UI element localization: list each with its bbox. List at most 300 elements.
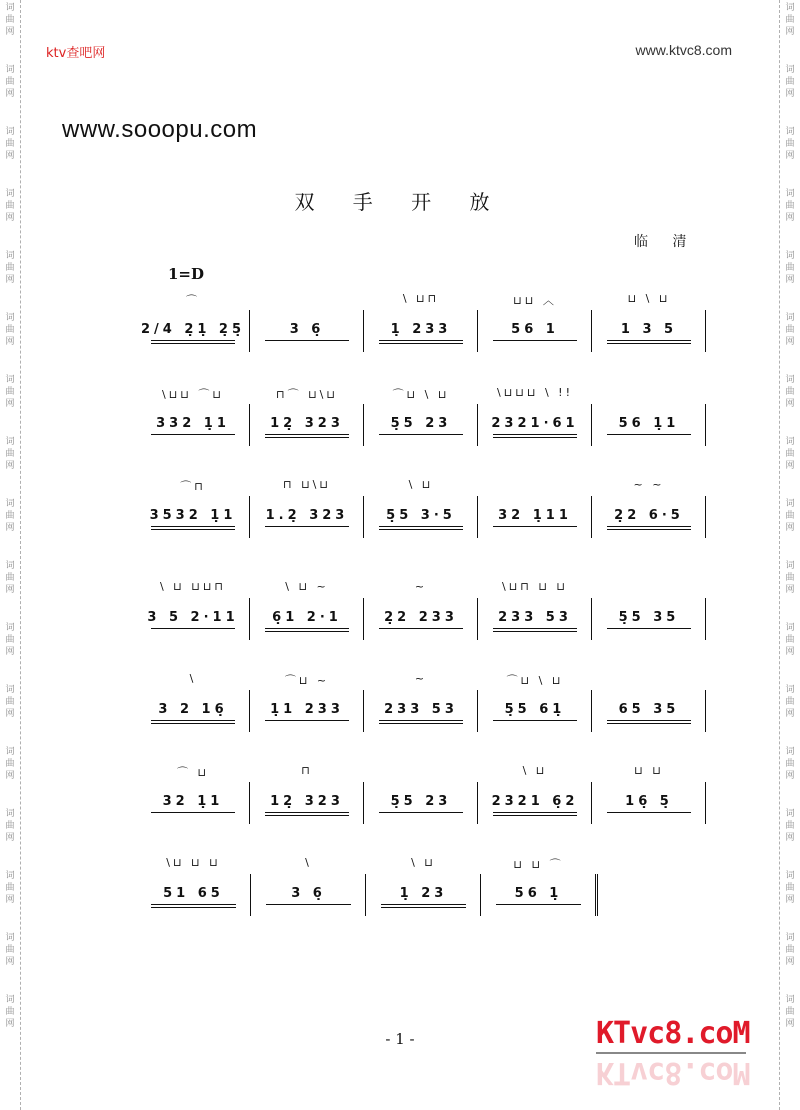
note-group: 5̣5 23 xyxy=(390,416,452,431)
measure xyxy=(254,386,360,450)
beam-line xyxy=(493,340,578,341)
bowing-marks: \ xyxy=(189,672,197,685)
bowing-marks: ⊓⌒ ⊔\⊔ xyxy=(276,388,338,401)
barline xyxy=(705,404,706,446)
beam-line xyxy=(493,815,578,816)
score-row xyxy=(136,672,706,742)
beam-line xyxy=(607,343,692,344)
border-glyph: 词 xyxy=(785,499,795,509)
beam-line xyxy=(607,434,692,435)
border-glyph: 词 xyxy=(5,685,15,695)
barline xyxy=(705,496,706,538)
measure xyxy=(485,856,592,920)
barline xyxy=(477,598,478,640)
border-glyph: 曲 xyxy=(785,635,795,645)
site-logo[interactable] xyxy=(596,1016,750,1090)
measure xyxy=(482,672,588,736)
beam-line xyxy=(265,812,350,813)
border-glyph: 网 xyxy=(5,585,15,595)
border-glyph: 曲 xyxy=(785,1007,795,1017)
border-glyph: 曲 xyxy=(5,263,15,273)
border-glyph: 网 xyxy=(5,213,15,223)
barline xyxy=(363,310,364,352)
barline xyxy=(249,690,250,732)
border-glyph: 词 xyxy=(5,437,15,447)
note-group: 2/4 2̣1̣ 2̣5̣ xyxy=(140,322,246,337)
border-glyph: 曲 xyxy=(785,77,795,87)
bowing-marks: \ ⊔⊓ xyxy=(402,292,440,305)
measure xyxy=(140,764,246,828)
border-glyph: 词 xyxy=(5,499,15,509)
beam-line xyxy=(265,628,350,629)
barline xyxy=(250,874,251,916)
barline xyxy=(591,598,592,640)
border-glyph: 词 xyxy=(5,809,15,819)
beam-line xyxy=(265,434,350,435)
border-glyph: 网 xyxy=(5,151,15,161)
beam-line xyxy=(607,723,692,724)
beam-line xyxy=(379,529,464,530)
border-glyph: 网 xyxy=(785,151,795,161)
barline xyxy=(591,496,592,538)
beam-line xyxy=(493,812,578,813)
border-glyph: 网 xyxy=(5,337,15,347)
border-glyph: 词 xyxy=(5,995,15,1005)
border-glyph: 词 xyxy=(785,809,795,819)
song-title: 双 手 开 放 xyxy=(294,190,506,214)
border-glyph: 网 xyxy=(5,895,15,905)
border-glyph: 网 xyxy=(785,957,795,967)
border-glyph: 词 xyxy=(5,189,15,199)
border-glyph: 网 xyxy=(5,957,15,967)
border-glyph: 曲 xyxy=(785,449,795,459)
note-group: 2321 6̣2 xyxy=(491,794,579,809)
beam-line xyxy=(151,343,236,344)
border-glyph: 网 xyxy=(785,337,795,347)
note-group: 65 35 xyxy=(618,702,680,717)
watermark-url: www.sooopu.com xyxy=(62,116,258,143)
beam-line xyxy=(151,340,236,341)
barline xyxy=(249,782,250,824)
beam-line xyxy=(493,720,578,721)
beam-line xyxy=(151,526,236,527)
beam-line xyxy=(493,437,578,438)
beam-line xyxy=(379,812,464,813)
border-glyph: 曲 xyxy=(785,821,795,831)
measure xyxy=(254,672,360,736)
border-glyph: 词 xyxy=(5,933,15,943)
border-glyph: 曲 xyxy=(5,1007,15,1017)
border-glyph: 曲 xyxy=(5,387,15,397)
border-glyph: 网 xyxy=(785,89,795,99)
note-group: 1.2̣ 323 xyxy=(265,508,349,523)
border-glyph: 曲 xyxy=(5,697,15,707)
border-glyph: 网 xyxy=(785,27,795,37)
border-glyph: 网 xyxy=(785,213,795,223)
border-glyph: 词 xyxy=(5,747,15,757)
barline xyxy=(477,496,478,538)
barline xyxy=(477,404,478,446)
measure xyxy=(140,672,246,736)
beam-line xyxy=(379,526,464,527)
border-glyph: 网 xyxy=(5,399,15,409)
bowing-marks: \ xyxy=(305,856,312,869)
border-glyph: 网 xyxy=(785,895,795,905)
site-name-left[interactable]: ktv查吧网 xyxy=(46,46,106,61)
border-glyph: 网 xyxy=(5,771,15,781)
beam-line xyxy=(151,904,237,905)
border-glyph: 词 xyxy=(5,313,15,323)
barline xyxy=(249,496,250,538)
measure xyxy=(254,478,360,542)
border-glyph: 曲 xyxy=(785,201,795,211)
border-glyph: 曲 xyxy=(5,635,15,645)
border-glyph: 词 xyxy=(785,127,795,137)
note-group: 1̣ 233 xyxy=(390,322,452,337)
measure xyxy=(482,478,588,542)
border-glyph: 词 xyxy=(5,251,15,261)
note-group: 1 3 5 xyxy=(620,322,678,337)
border-glyph: 网 xyxy=(5,27,15,37)
note-group: 5̣5 35 xyxy=(618,610,680,625)
measure xyxy=(368,764,474,828)
border-glyph: 曲 xyxy=(5,511,15,521)
page-number: - 1 - xyxy=(385,1030,415,1048)
note-group: 233 53 xyxy=(384,702,458,717)
bowing-marks: \⊔⊔⊔ \ !! xyxy=(497,386,573,399)
border-glyph: 词 xyxy=(785,685,795,695)
barline xyxy=(363,598,364,640)
measure xyxy=(140,856,247,920)
border-glyph: 曲 xyxy=(785,387,795,397)
bowing-marks: ⌒ ⊔ xyxy=(176,766,210,779)
measure xyxy=(140,386,246,450)
border-glyph: 网 xyxy=(785,709,795,719)
bowing-marks: ⌒ xyxy=(186,294,200,307)
border-glyph: 词 xyxy=(785,747,795,757)
site-url-right[interactable]: www.ktvc8.com xyxy=(635,42,732,58)
border-glyph: 词 xyxy=(785,3,795,13)
beam-line xyxy=(379,720,464,721)
logo-text: KTvc8.coM xyxy=(596,1016,750,1051)
measure xyxy=(368,386,474,450)
border-glyph: 网 xyxy=(785,771,795,781)
measure xyxy=(596,292,702,356)
border-glyph: 网 xyxy=(5,523,15,533)
measure xyxy=(482,386,588,450)
border-glyph: 曲 xyxy=(785,325,795,335)
border-glyph: 词 xyxy=(5,127,15,137)
barline xyxy=(591,690,592,732)
beam-line xyxy=(607,340,692,341)
measure xyxy=(140,292,246,356)
border-glyph: 词 xyxy=(785,313,795,323)
score-row xyxy=(136,478,706,548)
beam-line xyxy=(151,720,236,721)
note-group: 2321·61 xyxy=(491,416,579,431)
beam-line xyxy=(265,437,350,438)
beam-line xyxy=(379,723,464,724)
note-group: 2̣2 6·5 xyxy=(614,508,684,523)
note-group: 1̣ 23 xyxy=(399,886,448,901)
bowing-marks: ~ xyxy=(414,672,428,685)
beam-line xyxy=(607,812,692,813)
barline xyxy=(480,874,481,916)
barline xyxy=(705,310,706,352)
border-glyph: 词 xyxy=(785,375,795,385)
beam-line xyxy=(265,340,350,341)
measure xyxy=(482,764,588,828)
beam-line xyxy=(381,904,467,905)
border-glyph: 网 xyxy=(785,585,795,595)
border-glyph: 词 xyxy=(785,189,795,199)
beam-line xyxy=(493,631,578,632)
measure xyxy=(254,764,360,828)
border-glyph: 网 xyxy=(785,523,795,533)
measure xyxy=(368,292,474,356)
score-row xyxy=(136,386,706,456)
note-group: 16̣ 5̣ xyxy=(625,794,673,809)
beam-line xyxy=(493,434,578,435)
barline xyxy=(591,310,592,352)
border-glyph: 曲 xyxy=(5,139,15,149)
barline xyxy=(477,310,478,352)
barline xyxy=(477,690,478,732)
beam-line xyxy=(151,628,236,629)
measure xyxy=(596,764,702,828)
bowing-marks: ⌒⊓ xyxy=(180,480,206,493)
border-glyph: 词 xyxy=(785,871,795,881)
bowing-marks: \⊔ ⊔ ⊔ xyxy=(166,856,221,869)
border-glyph: 曲 xyxy=(785,511,795,521)
bowing-marks: ~ xyxy=(414,580,428,593)
measure xyxy=(596,580,702,644)
border-glyph: 词 xyxy=(785,437,795,447)
barline xyxy=(249,310,250,352)
barline xyxy=(705,598,706,640)
bowing-marks: \ ⊔ ⊔⊔⊓ xyxy=(159,580,227,593)
border-glyph: 曲 xyxy=(785,759,795,769)
border-glyph: 网 xyxy=(5,275,15,285)
note-group: 6̣1 2·1 xyxy=(272,610,342,625)
barline xyxy=(249,598,250,640)
barline xyxy=(363,782,364,824)
note-group: 12̣ 323 xyxy=(270,416,344,431)
border-glyph: 词 xyxy=(785,251,795,261)
border-glyph: 词 xyxy=(785,995,795,1005)
border-glyph: 曲 xyxy=(5,883,15,893)
measure xyxy=(596,672,702,736)
border-glyph: 曲 xyxy=(5,449,15,459)
final-barline xyxy=(595,874,601,916)
bowing-marks: ~ ~ xyxy=(633,478,665,491)
note-group: 56 1̣1 xyxy=(618,416,680,431)
note-group: 3 5 2·11 xyxy=(147,610,239,625)
measure xyxy=(482,580,588,644)
border-glyph: 词 xyxy=(5,375,15,385)
measure xyxy=(596,478,702,542)
beam-line xyxy=(607,529,692,530)
border-glyph: 词 xyxy=(785,65,795,75)
beam-line xyxy=(266,904,352,905)
bowing-marks: \ ⊔ xyxy=(408,478,434,491)
bowing-marks: \⊔⊔ ⌒⊔ xyxy=(162,388,224,401)
border-glyph: 网 xyxy=(5,833,15,843)
border-glyph: 曲 xyxy=(785,139,795,149)
border-glyph: 曲 xyxy=(5,759,15,769)
logo-reflection: KTvc8.coM xyxy=(596,1055,750,1090)
border-glyph: 曲 xyxy=(5,945,15,955)
measure xyxy=(140,478,246,542)
bowing-marks: ⊔⊔ ︿ xyxy=(513,294,557,307)
border-glyph: 词 xyxy=(785,561,795,571)
barline xyxy=(591,782,592,824)
beam-line xyxy=(493,628,578,629)
border-glyph: 词 xyxy=(5,871,15,881)
beam-line xyxy=(607,526,692,527)
note-group: 233 53 xyxy=(498,610,572,625)
barline xyxy=(363,690,364,732)
bowing-marks: ⊔ ⊔ xyxy=(634,764,664,777)
bowing-marks: ⌒⊔ \ ⊔ xyxy=(392,388,450,401)
barline xyxy=(591,404,592,446)
beam-line xyxy=(607,720,692,721)
beam-line xyxy=(496,904,582,905)
note-group: 3532 1̣1 xyxy=(149,508,237,523)
border-glyph: 网 xyxy=(785,399,795,409)
barline xyxy=(363,496,364,538)
border-glyph: 曲 xyxy=(785,263,795,273)
note-group: 332 1̣1 xyxy=(156,416,230,431)
bowing-marks: ⌒⊔ \ ⊔ xyxy=(506,674,564,687)
barline xyxy=(705,782,706,824)
bowing-marks: ⊔ ⊔ ⌒ xyxy=(513,858,564,871)
border-glyph: 曲 xyxy=(5,573,15,583)
border-glyph: 曲 xyxy=(5,201,15,211)
border-glyph: 网 xyxy=(5,647,15,657)
barline xyxy=(249,404,250,446)
border-glyph: 网 xyxy=(5,461,15,471)
beam-line xyxy=(265,631,350,632)
border-glyph: 曲 xyxy=(785,883,795,893)
measure xyxy=(254,580,360,644)
barline xyxy=(705,690,706,732)
bowing-marks: ⊓ ⊔\⊔ xyxy=(283,478,331,491)
border-glyph: 曲 xyxy=(785,15,795,25)
beam-line xyxy=(265,526,350,527)
measure xyxy=(482,292,588,356)
bowing-marks: \⊔⊓ ⊔ ⊔ xyxy=(501,580,569,593)
border-glyph: 词 xyxy=(5,3,15,13)
measure xyxy=(368,478,474,542)
note-group: 3 6̣ xyxy=(291,886,326,901)
bowing-marks: \ ⊔ xyxy=(522,764,548,777)
bowing-marks: ⊔ \ ⊔ xyxy=(627,292,671,305)
note-group: 3 6̣ xyxy=(289,322,325,337)
bowing-marks: ⊓ xyxy=(301,764,313,777)
border-glyph: 词 xyxy=(785,623,795,633)
beam-line xyxy=(151,723,236,724)
measure xyxy=(140,580,246,644)
score-row xyxy=(136,292,706,362)
note-group: 5̣5 3·5 xyxy=(386,508,456,523)
beam-line xyxy=(607,628,692,629)
border-glyph: 网 xyxy=(785,833,795,843)
beam-line xyxy=(493,526,578,527)
beam-line xyxy=(151,812,236,813)
border-glyph: 网 xyxy=(5,89,15,99)
measure xyxy=(368,580,474,644)
measure xyxy=(368,672,474,736)
note-group: 2̣2 233 xyxy=(384,610,458,625)
score-row xyxy=(136,856,596,926)
border-glyph: 网 xyxy=(5,1019,15,1029)
border-glyph: 网 xyxy=(785,275,795,285)
border-glyph: 曲 xyxy=(5,15,15,25)
beam-line xyxy=(381,907,467,908)
border-glyph: 网 xyxy=(785,647,795,657)
score-row xyxy=(136,580,706,650)
border-glyph: 曲 xyxy=(785,945,795,955)
note-group: 5̣5 23 xyxy=(390,794,452,809)
border-glyph: 曲 xyxy=(785,573,795,583)
beam-line xyxy=(379,343,464,344)
measure xyxy=(255,856,362,920)
logo-divider xyxy=(596,1052,746,1054)
note-group: 32 1̣11 xyxy=(498,508,572,523)
border-glyph: 曲 xyxy=(5,325,15,335)
beam-line xyxy=(379,628,464,629)
note-group: 12̣ 323 xyxy=(270,794,344,809)
note-group: 3 2 16̣ xyxy=(158,702,228,717)
note-group: 5̣5 61̣ xyxy=(504,702,566,717)
score-row xyxy=(136,764,706,834)
measure xyxy=(596,386,702,450)
barline xyxy=(363,404,364,446)
border-glyph: 曲 xyxy=(5,821,15,831)
measure xyxy=(370,856,477,920)
note-group: 56 1̣ xyxy=(514,886,563,901)
composer-credit: 临 清 xyxy=(634,234,697,250)
measure xyxy=(254,292,360,356)
beam-line xyxy=(151,907,237,908)
bowing-marks: ⌒⊔ ~ xyxy=(284,674,330,687)
border-glyph: 曲 xyxy=(785,697,795,707)
note-group: 56 1 xyxy=(511,322,559,337)
beam-line xyxy=(151,434,236,435)
barline xyxy=(477,782,478,824)
barline xyxy=(365,874,366,916)
beam-line xyxy=(265,720,350,721)
border-glyph: 词 xyxy=(5,561,15,571)
beam-line xyxy=(265,815,350,816)
border-glyph: 词 xyxy=(5,65,15,75)
beam-line xyxy=(151,529,236,530)
border-glyph: 网 xyxy=(5,709,15,719)
note-group: 51 65 xyxy=(163,886,224,901)
beam-line xyxy=(379,340,464,341)
border-glyph: 词 xyxy=(785,933,795,943)
border-glyph: 网 xyxy=(785,1019,795,1029)
key-signature: 1=D xyxy=(168,265,205,283)
bowing-marks: \ ⊔ xyxy=(411,856,436,869)
border-glyph: 词 xyxy=(5,623,15,633)
beam-line xyxy=(379,434,464,435)
border-glyph: 网 xyxy=(785,461,795,471)
note-group: 32 1̣1 xyxy=(162,794,224,809)
bowing-marks: \ ⊔ ~ xyxy=(285,580,329,593)
border-glyph: 曲 xyxy=(5,77,15,87)
